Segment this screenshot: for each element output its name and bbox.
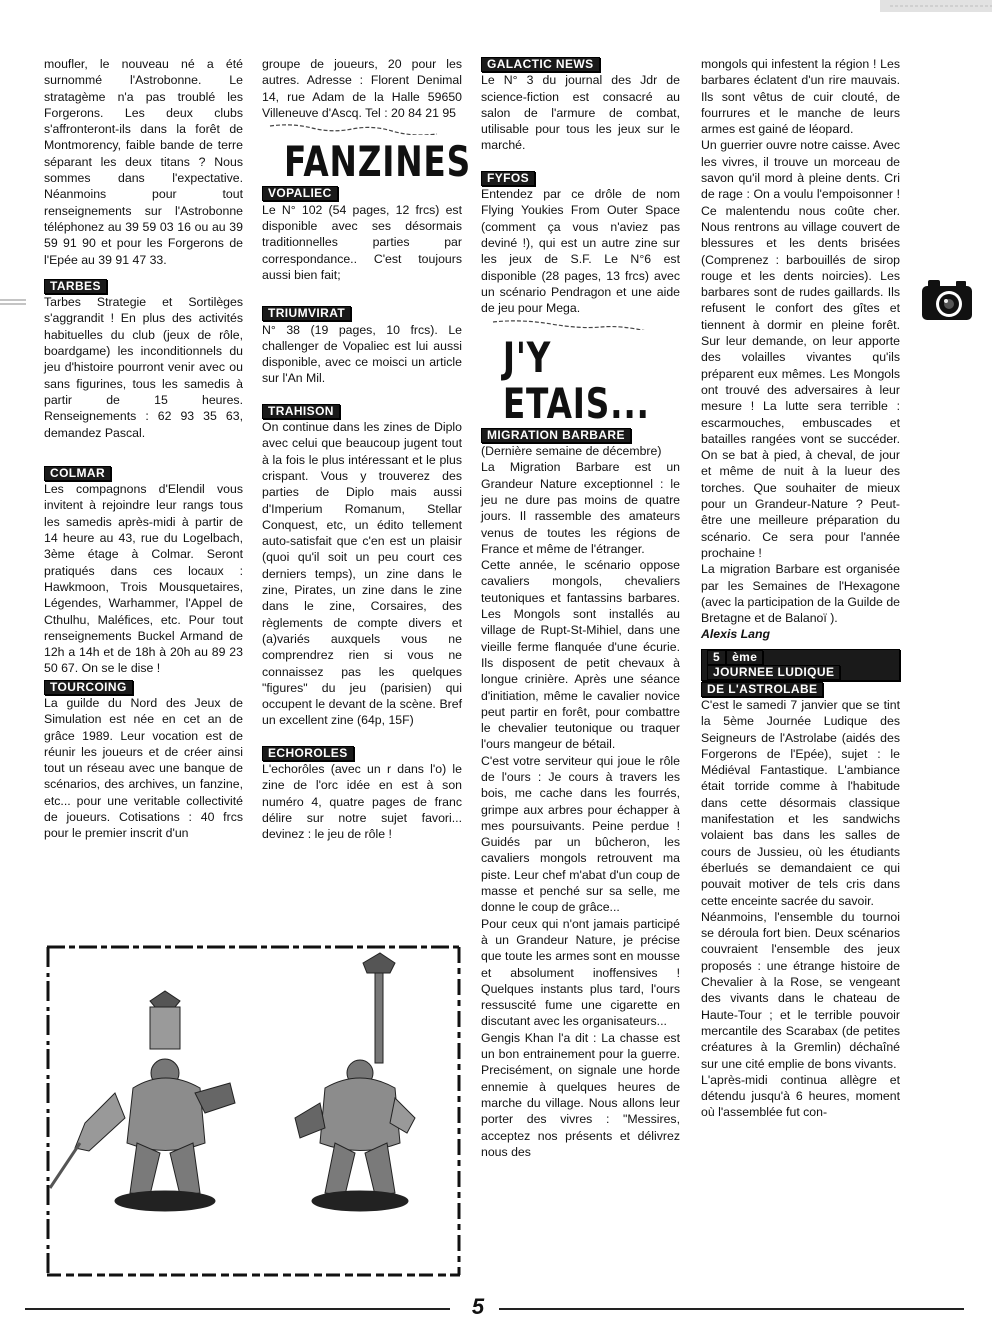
heading-trahison: TRAHISON	[262, 403, 462, 419]
journee-p3: L'après-midi continua allègre et détendu jusqu'à 6 heures, moment où l'assemblée fut con-	[701, 1072, 900, 1120]
heading-de-l-astrolabe: DE L'ASTROLABE	[701, 681, 900, 697]
colmar-text: Les compagnons d'Elendil vous invitent à rejoindre leur rangs tous les samedis après-midi à partir de 14 heure au 43, rue du Logelbach, 3ème étage à Colmar. Seront pratiqués dans ces locaux : Hawkmoon, Trois Mousquetaires, Légendes, Warhammer, l'Appel de Cthulhu, Maléfices, etc. Pour tout renseignements Buckel Armand de 12h a 14h et de 18h à 20h au 89 23 50 67. On se le dise !	[44, 482, 243, 676]
heading-journee-ludique: 5 ème JOURNEE LUDIQUE	[701, 649, 900, 681]
echoroles-text: L'echorôles (avec un r dans l'o) le zine de l'orc idée en est à son numéro 4, quatre pages de franc délire sur notre sujet favori... devinez : le jeu de rôle !	[262, 761, 462, 842]
heading-tarbes: TARBES	[44, 278, 243, 294]
footer-rule-right	[499, 1308, 964, 1310]
journee-p1: C'est le samedi 7 janvier que se tint la 5ème Journée Ludique des Seigneurs de l'Astrolabe (aidés des Forgerons de l'Epée), sujet : le Médiéval Fantastique. L'ambiance était torride comme à l'habitude dans cette désormais classique manifestation et les sandwichs volaient bas dans les salles de cours de Jussieu, où les étudiants éberlués se demandaient ce qui pouvait motiver de tels cris dans cette enceinte sacrée du savoir.	[701, 697, 900, 908]
footer-rule-left	[25, 1308, 450, 1310]
migration-p4: Pour ceux qui n'ont jamais participé à un Grandeur Nature, je précise que toute les armes sont en mousse et absolument inoffensives ! Quelques instants plus tard, l'ours ressuscité fume une cigarette en discutant avec les organisateurs...	[481, 916, 680, 1029]
heading-triumvirat: TRIUMVIRAT	[262, 305, 462, 321]
column-2	[262, 56, 471, 842]
journee-p2: Néanmoins, l'ensemble du tournoi se déroula fort bien. Deux scénarios couvraient l'ensemble des jeux proposés : une étrange histoire de Chevalier à la Rose, se vengeant des vivants dans le chateau de Haute-Tour ; et le terrible pouvoir mercantile des Scarabax (de petites créatures à la Gremlin) déchaîné sur une cité emplie de bons vivants.	[701, 909, 900, 1071]
decorative-scribble	[262, 121, 462, 135]
galactic-news-text: Le N° 3 du journal des Jdr de science-fiction est consacré au salon de l'armure de combat, utilisable pour tous les jeux sur le marché.	[481, 73, 680, 153]
author-signature: Alexis Lang	[701, 627, 771, 642]
heading-fyfos: FYFOS	[481, 170, 680, 186]
page-number: 5	[471, 1294, 485, 1319]
column-3	[481, 56, 680, 1160]
scan-edge-strip	[880, 0, 992, 20]
migration-p3: C'est votre serviteur qui joue le rôle de l'ours : Je cours à travers les bois, me cache dans les fourrés, grimpe aux arbres pour échapper à mes poursuivants. Peine perdue ! Guidés par un bûcheron, les cavaliers mongols retrouvent ma piste. Leur chef m'abat d'un coup de masse et penché sur sa selle, me donne le coup de grâce...	[481, 753, 680, 915]
margin-mark	[0, 298, 26, 306]
migration-p5: Gengis Khan l'a dit : La chasse est un bon entrainement pour la guerre. Precisément, on signale une horde ennemie à quelques heures de marche du village. Nous allons leur porter des vivres : "Messires, acceptez nos présents et délivrez nous des	[481, 1030, 680, 1159]
migration-dateline: (Dernière semaine de décembre)	[481, 444, 662, 459]
col4-p3: La migration Barbare est organisée par les Semaines de l'Hexagone (avec la participation de la Guilde de Bretagne et de Balanoï ).	[701, 562, 900, 626]
miniatures-photo	[45, 943, 462, 1278]
tourcoing-text: La guilde du Nord des Jeux de Simulation est née en cet an de grâce 1989. Leur vocation est de réunir les joueurs et de créer ainsi tout un réseau avec une banque de scénarios, des archives, un fanzine, etc... pour une veritable collectivité de joueurs. Cotisations : 40 frcs pour le premier inscrit d'un	[44, 695, 243, 841]
col2-intro: groupe de joueurs, 20 pour les autres. Adresse : Florent Denimal 14, rue Adam de la Halle 59650 Villeneuve d'Ascq. Tel : 20 84 21 95	[262, 57, 462, 120]
heading-galactic-news: GALACTIC NEWS	[481, 56, 680, 72]
trahison-text: On continue dans les zines de Diplo avec celui que beaucoup jugent tout à la fois le plus intéressant et le plus crispant. Vous y trouverez des parties de Diplo mais aussi d'Imperium Romanum, Stellar Conquest, etc, un édito tellement auto-satisfait que c'en est un plaisir (quoi qu'il soit un peu court ces derniers temps), un zine dans le zine, Pirates, un zine dans le zine dans le zine, Corsaires, des règlements de compte divers et (a)variés auxquels vous ne comprendrez rien si vous ne connaissez pas les quelques "figures" du jeu (parisien) qui occupent le devant de la scène. Bref un excellent zine (64p, 15F)	[262, 420, 462, 728]
tarbes-text: Tarbes Strategie et Sortilèges s'aggrandit ! En plus des activités habituelles du club (jeux de rôle, boardgame) les inconditionnels du jeu d'histoire pourront venir avec ou sans figurines, tous les samedis à partir de 15 heures. Renseignements : 62 93 35 63, demandez Pascal.	[44, 295, 243, 440]
fyfos-text: Entendez par ce drôle de nom Flying Youkies From Outer Space (comment ça vous n'aviez pas deviné !), qui est un autre zine sur les jeux de S.F. Le N°6 est disponible (28 pages, 13 frcs) avec un scénario Pendragon et une aide de jeu pour Mega.	[481, 187, 680, 316]
decorative-scribble	[481, 316, 680, 330]
vopaliec-text: Le N° 102 (54 pages, 12 frcs) est disponible avec ses désormais traditionnelles parties par correspondance.. C'est toujours aussi bien fait;	[262, 202, 462, 282]
camera-icon	[920, 276, 974, 324]
col4-p1: mongols qui infestent la région ! Les barbares éclatent d'un rire mauvais. Ils sont vêtus de cuir clouté, de fourrures et le manche de leurs armes est gainé de léopard.	[701, 57, 900, 137]
section-title-jy-etais: J'Y ETAIS...	[502, 332, 650, 428]
migration-p1: La Migration Barbare est un Grandeur Nature exceptionnel : le jeu ne dure pas moins de quatre jours. Il rassemble des amateurs venus de toutes les régions de France et même de l'étranger.	[481, 460, 680, 556]
column-4	[701, 56, 900, 1121]
heading-colmar: COLMAR	[44, 465, 243, 481]
col1-intro: moufler, le nouveau né a été surnommé l'Astrobonne. Le stratagème n'a pas troublé les Forgerons. Les deux clubs s'affronteront-ils dans la forêt de Montmorency, faible bande de terre séparant les deux titans ? Nous sommes dans l'expectative. Néanmoins pour tout renseignements sur l'Astrobonne téléphonez au 39 59 03 16 ou au 39 59 91 90 et pour les Forgerons de l'Epée au 39 91 47 33.	[44, 57, 243, 267]
heading-tourcoing: TOURCOING	[44, 679, 243, 695]
heading-vopaliec: VOPALIEC	[262, 185, 462, 201]
column-1	[44, 56, 243, 842]
section-title-fanzines: FANZINES	[284, 137, 471, 187]
migration-p2: Cette année, le scénario oppose cavaliers mongols, chevaliers teutoniques et fantassins barbares. Les Mongols sont installés au village de Rupt-St-Mihiel, dans une vieille ferme flanquée d'une écurie. Ils disposent de petit chevaux à longue crinière. Après une séance d'initiation, même le cavalier novice peut partir en forêt, pour combattre le chevalier teutonique ou traquer l'ours mangeur de bétail.	[481, 558, 680, 752]
col4-p2: Un guerrier ouvre notre caisse. Avec les vivres, il trouve un morceau de savon qu'il mord à pleine dents. Cri de rage : On a voulu l'empoisonner ! Ce malentendu nous coûte cher. Nous rentrons au village couvert de blessures et les dents brisées (Comprenez : barbouillés de sirop rouge et les dents noircies). Les barbares sont de rudes gaillards. Ils refusent le confort des gîtes et tiennent à dormir en pleine forêt. Sur leur demande, on leur apporte des volailles vivantes qu'ils préparent eux mêmes. Les Mongols ont trouvé des adversaires à leur mesure ! La lutte sera terrible : escarmouches, embuscades et batailles rangées vont se succéder. On se bat à pied, à cheval, de jour et même de nuit à la lueur des torches. Que souhaiter de mieux pour un Grandeur-Nature ? Peut-être une meilleure préparation du scénario. Ce sera pour l'année prochaine !	[701, 138, 900, 560]
triumvirat-text: N° 38 (19 pages, 10 frcs). Le challenger de Vopaliec est lui aussi disponible, avec ce moisci un article sur l'An Mil.	[262, 322, 462, 386]
heading-migration-barbare: MIGRATION BARBARE	[481, 427, 680, 443]
heading-echoroles: ECHOROLES	[262, 745, 462, 761]
